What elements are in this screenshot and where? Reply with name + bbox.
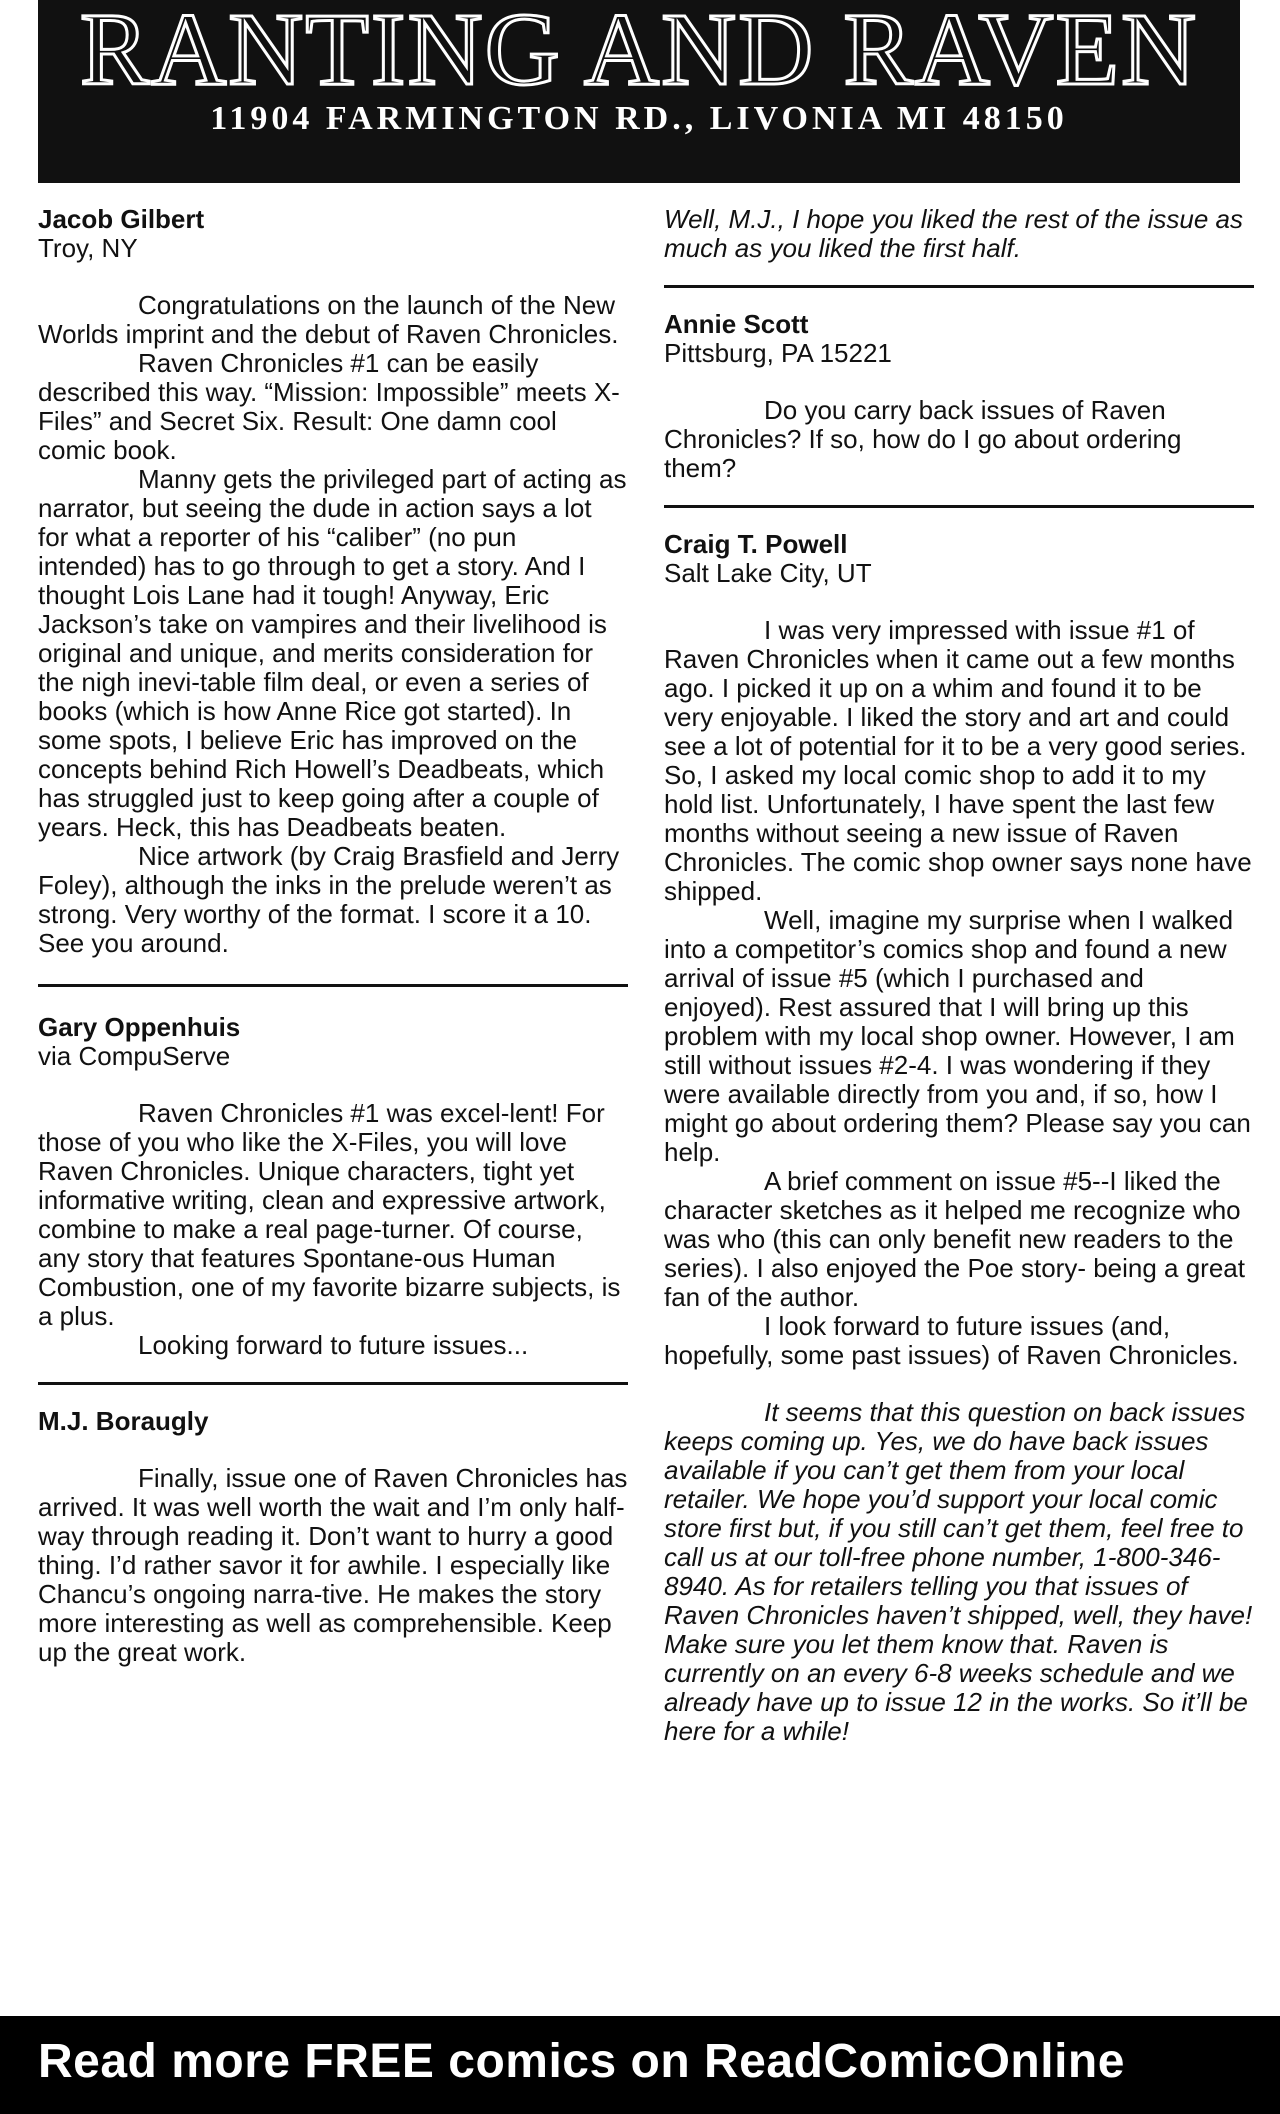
- left-column: [38, 205, 628, 1667]
- letter-paragraph: A brief comment on issue #5--I liked the character sketches as it helped me recognize who was who (this can only benefit new readers to the series). I also enjoyed the Poe story- being a great fan of the author.: [664, 1166, 1245, 1312]
- letter-author-name: M.J. Boraugly: [38, 1406, 209, 1436]
- letter-paragraph: Congratulations on the launch of the New Worlds imprint and the debut of Raven Chronicles.: [38, 290, 619, 349]
- letter-author-location: Salt Lake City, UT: [664, 558, 872, 588]
- letter-mj-boraugly: [38, 1407, 628, 1667]
- letter-paragraph: Nice artwork (by Craig Brasfield and Jerry Foley), although the inks in the prelude weren’t as strong. Very worthy of the format. I score it a 10. See you around.: [38, 841, 620, 958]
- letter-author-name: Craig T. Powell: [664, 529, 848, 559]
- letter-paragraph: Raven Chronicles #1 can be easily described this way. “Mission: Impossible” meets X-Files” and Secret Six. Result: One damn cool comic book.: [38, 348, 620, 465]
- letter-author-name: Gary Oppenhuis: [38, 1012, 241, 1042]
- editor-reply: It seems that this question on back issues keeps coming up. Yes, we do have back issues available if you can’t get them from your local retailer. We hope you’d support your local comic store first but, if you still can’t get them, feel free to call us at our toll-free phone number, 1-800-346-8940. As for retailers telling you that issues of Raven Chronicles haven’t shipped, well, they have! Make sure you let them know that. Raven is currently on an every 6-8 weeks schedule and we already have up to issue 12 in the works. So it’ll be here for a while!: [664, 1397, 1253, 1746]
- page-title: RANTING AND RAVEN: [79, 0, 1199, 107]
- letter-author-name: Annie Scott: [664, 309, 809, 339]
- mailing-address: 11904 FARMINGTON RD., LIVONIA MI 48150: [210, 100, 1068, 137]
- letter-paragraph: Raven Chronicles #1 was excel-lent! For those of you who like the X-Files, you will love Raven Chronicles. Unique characters, tight yet informative writing, clean and expressive artwork, combine to make a real page-turner. Of course, any story that features Spontane-ous Human Combustion, one of my favorite bizarre subjects, is a plus.: [38, 1098, 621, 1331]
- letter-author-location: Pittsburg, PA 15221: [664, 338, 892, 368]
- letter-paragraph: Looking forward to future issues...: [138, 1330, 529, 1360]
- letter-jacob-gilbert: [38, 205, 628, 958]
- letter-paragraph: Well, imagine my surprise when I walked into a competitor’s comics shop and found a new arrival of issue #5 (which I purchased and enjoyed). Rest assured that I will bring up this problem with my local shop owner. However, I am still without issues #2-4. I was wondering if they were available directly from you and, if so, how I might go about ordering them? Please say you can help.: [664, 905, 1251, 1167]
- letter-gary-oppenhuis: [38, 1013, 628, 1360]
- letter-craig-powell: [664, 530, 1254, 1746]
- letter-paragraph: Finally, issue one of Raven Chronicles has arrived. It was well worth the wait and I’m only half-way through reading it. Don’t want to hurry a good thing. I’d rather savor it for awhile. I especially like Chancu’s ongoing narra-tive. He makes the story more interesting as well as comprehensible. Keep up the great work.: [38, 1463, 628, 1667]
- letter-paragraph: Manny gets the privileged part of acting as narrator, but seeing the dude in action says a lot for what a reporter of his “caliber” (no pun intended) has to go through to get a story. And I thought Lois Lane had it tough! Anyway, Eric Jackson’s take on vampires and their livelihood is original and unique, and merits consideration for the nigh inevi-table film deal, or even a series of books (which is how Anne Rice got started). In some spots, I believe Eric has improved on the concepts behind Rich Howell’s Deadbeats, which has struggled just to keep going after a couple of years. Heck, this has Deadbeats beaten.: [38, 464, 627, 842]
- right-column: [664, 205, 1254, 1746]
- footer-banner: [0, 2016, 1280, 2114]
- letter-annie-scott: [664, 310, 1254, 483]
- letter-author-name: Jacob Gilbert: [38, 204, 205, 234]
- page-header: [38, 0, 1240, 183]
- editor-reply: Well, M.J., I hope you liked the rest of the issue as much as you liked the first half.: [664, 204, 1244, 263]
- letter-paragraph: Do you carry back issues of Raven Chronicles? If so, how do I go about ordering them?: [664, 395, 1182, 483]
- letter-author-location: via CompuServe: [38, 1041, 231, 1071]
- letter-paragraph: I look forward to future issues (and, hopefully, some past issues) of Raven Chronicles.: [664, 1311, 1239, 1370]
- letter-paragraph: I was very impressed with issue #1 of Raven Chronicles when it came out a few months ago. I picked it up on a whim and found it to be very enjoyable. I liked the story and art and could see a lot of potential for it to be a very good series. So, I asked my local comic shop to add it to my hold list. Unfortunately, I have spent the last few months without seeing a new issue of Raven Chronicles. The comic shop owner says none have shipped.: [664, 615, 1252, 906]
- footer-promo-text: Read more FREE comics on ReadComicOnline: [38, 2035, 1125, 2088]
- letter-author-location: Troy, NY: [38, 233, 138, 263]
